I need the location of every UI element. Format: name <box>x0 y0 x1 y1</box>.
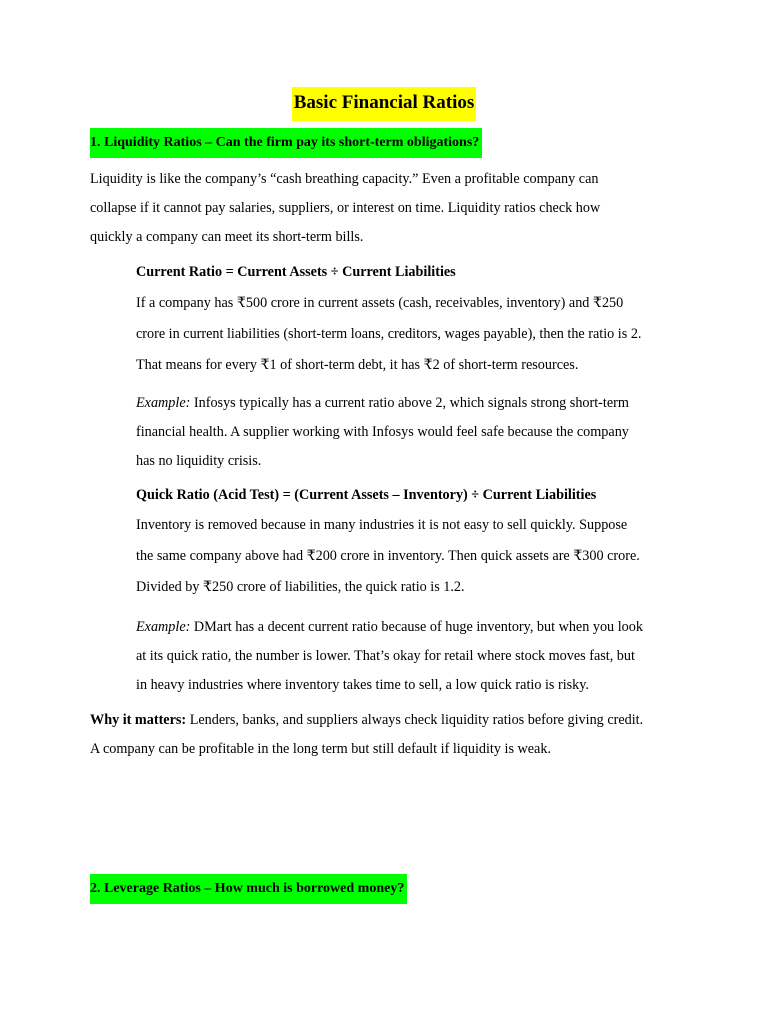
intro-line: Liquidity is like the company’s “cash breathing capacity.” Even a profitable company can <box>90 171 599 187</box>
current-ratio-example <box>136 389 629 476</box>
explanation-line: If a company has ₹500 crore in current assets (cash, receivables, inventory) and ₹250 <box>136 295 624 311</box>
intro-line: quickly a company can meet its short-term bills. <box>90 229 364 245</box>
explanation-line: Inventory is removed because in many industries it is not easy to sell quickly. Suppose <box>136 517 628 533</box>
current-ratio-formula: Current Ratio = Current Assets ÷ Current Liabilities <box>136 264 456 280</box>
explanation-line: the same company above had ₹200 crore in inventory. Then quick assets are ₹300 crore. <box>136 548 640 564</box>
section-heading-leverage: 2. Leverage Ratios – How much is borrowed money? <box>90 874 407 904</box>
section-heading-liquidity: 1. Liquidity Ratios – Can the firm pay its short-term obligations? <box>90 128 482 158</box>
quick-ratio-example <box>136 613 643 700</box>
example-line: in heavy industries where inventory takes time to sell, a low quick ratio is risky. <box>136 677 589 693</box>
why-line: A company can be profitable in the long term but still default if liquidity is weak. <box>90 741 551 757</box>
example-label: Example: <box>136 395 191 411</box>
document-title: Basic Financial Ratios <box>292 87 477 121</box>
quick-ratio-explanation <box>136 510 640 603</box>
example-line: at its quick ratio, the number is lower. That’s okay for retail where stock moves fast, but <box>136 648 635 664</box>
quick-ratio-formula: Quick Ratio (Acid Test) = (Current Assets – Inventory) ÷ Current Liabilities <box>136 487 597 503</box>
example-line: has no liquidity crisis. <box>136 453 262 469</box>
explanation-line: Divided by ₹250 crore of liabilities, the quick ratio is 1.2. <box>136 579 465 595</box>
example-text: Infosys typically has a current ratio above 2, which signals strong short-term <box>190 395 629 411</box>
example-line: financial health. A supplier working with Infosys would feel safe because the company <box>136 424 629 440</box>
example-label: Example: <box>136 619 191 635</box>
current-ratio-explanation <box>136 288 641 381</box>
intro-line: collapse if it cannot pay salaries, suppliers, or interest on time. Liquidity ratios check how <box>90 200 601 216</box>
why-it-matters-paragraph <box>90 706 643 764</box>
example-line <box>136 613 643 642</box>
why-label: Why it matters: <box>90 712 187 728</box>
liquidity-intro-paragraph <box>90 165 600 252</box>
why-line <box>90 706 643 735</box>
explanation-line: That means for every ₹1 of short-term debt, it has ₹2 of short-term resources. <box>136 357 579 373</box>
example-text: DMart has a decent current ratio because of huge inventory, but when you look <box>190 619 643 635</box>
why-text: Lenders, banks, and suppliers always check liquidity ratios before giving credit. <box>186 712 644 728</box>
explanation-line: crore in current liabilities (short-term loans, creditors, wages payable), then the ratio is 2. <box>136 326 642 342</box>
title-wrap <box>0 87 768 121</box>
example-line <box>136 389 629 418</box>
